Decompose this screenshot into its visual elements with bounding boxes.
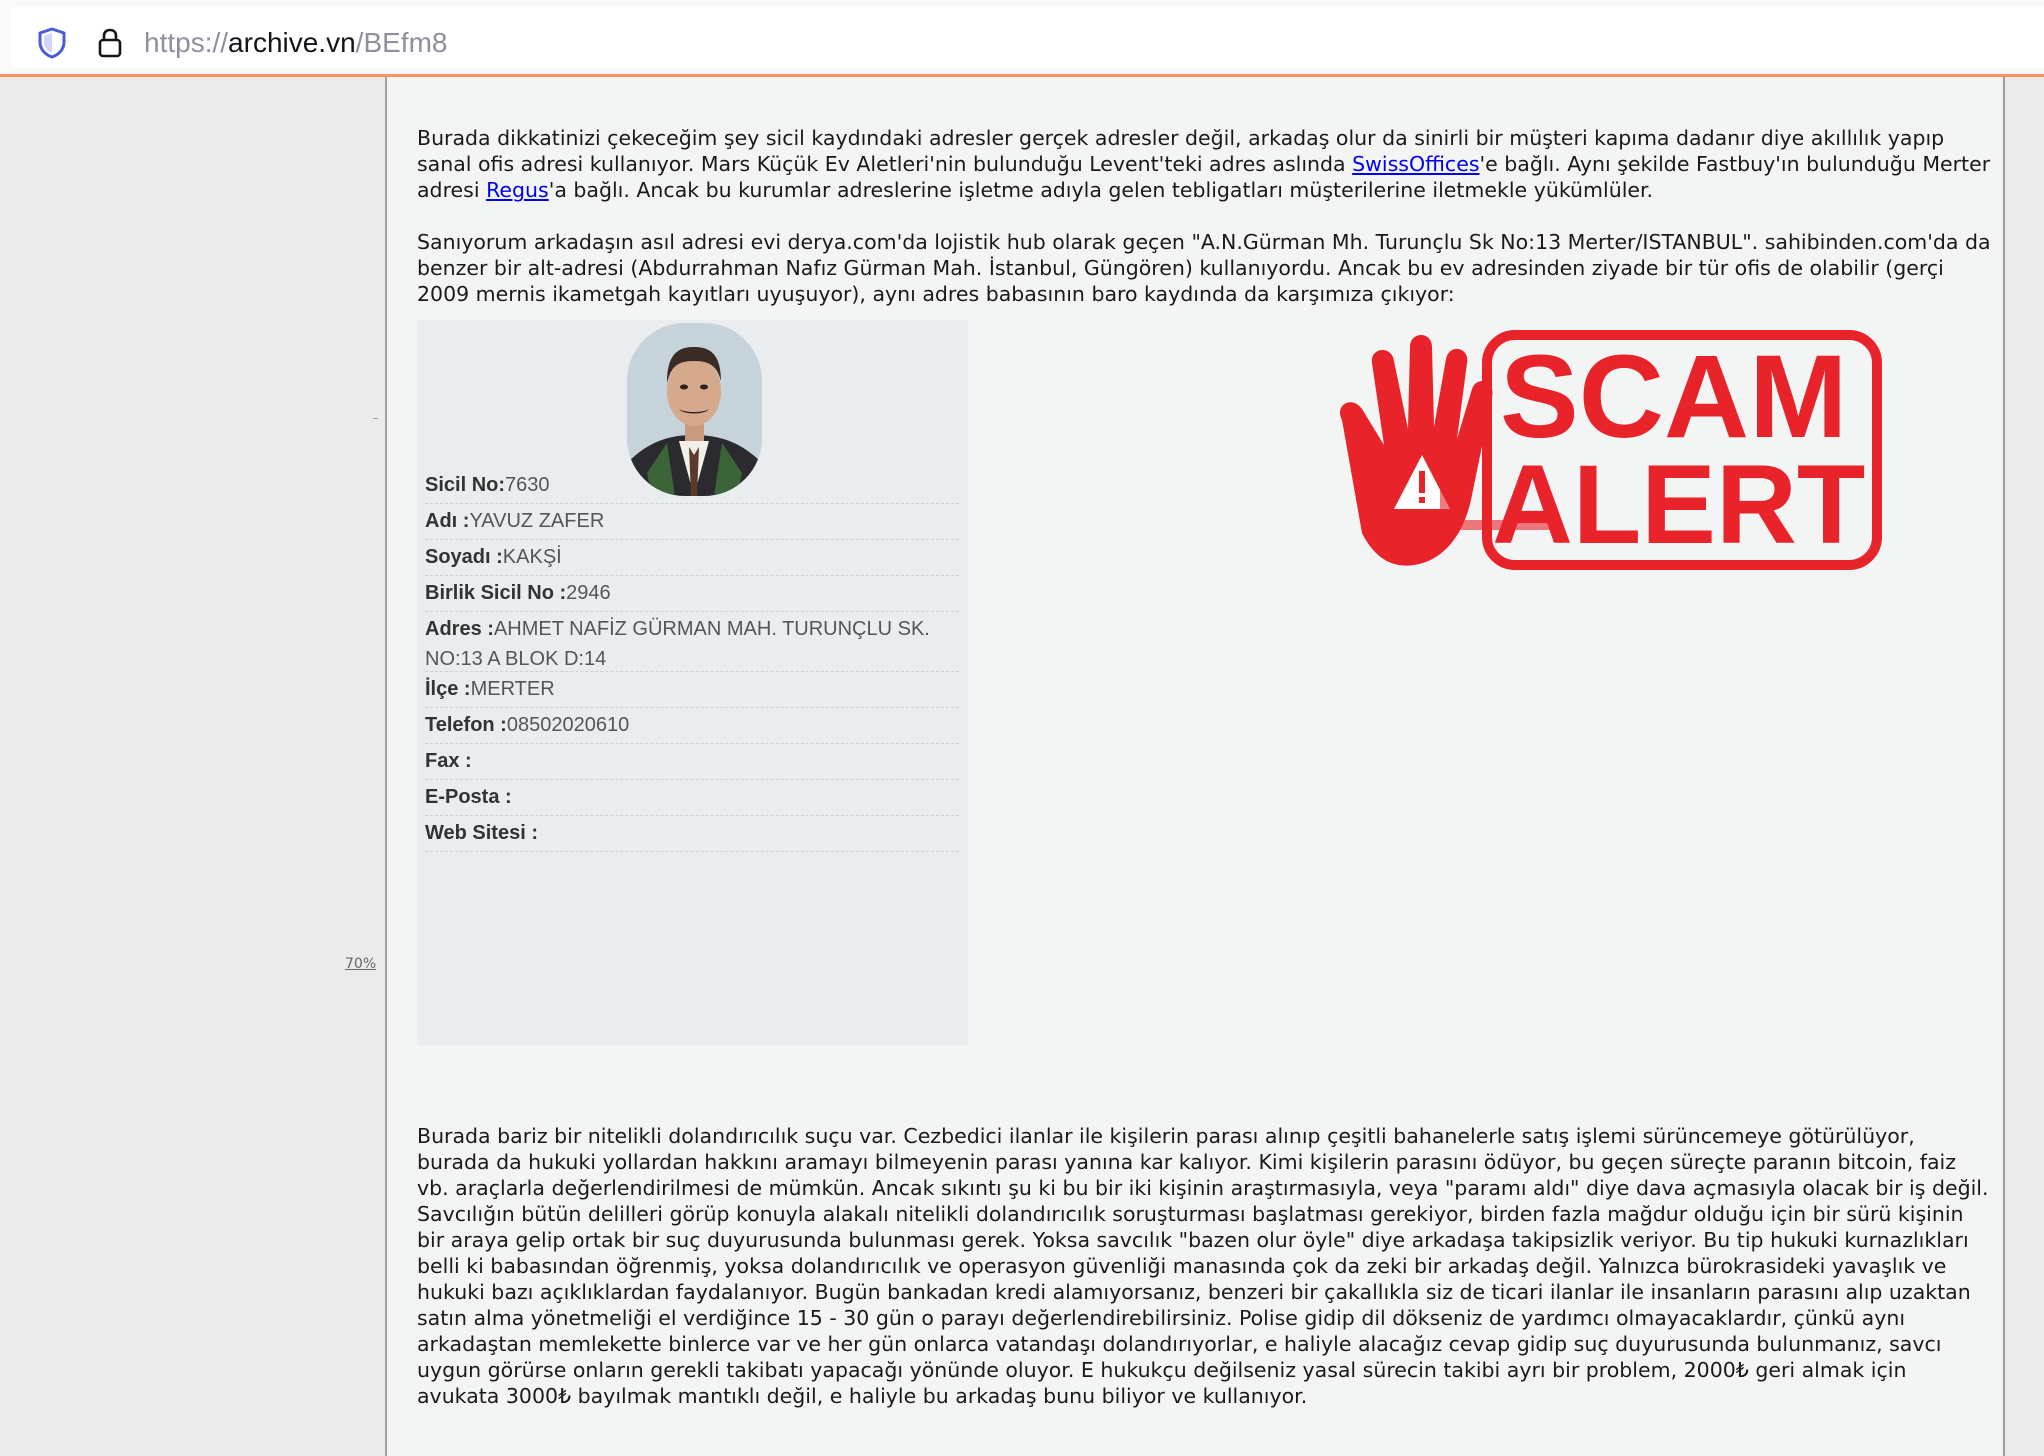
gutter-tick — [373, 418, 378, 419]
record-label: Telefon : — [425, 714, 507, 736]
url-host: archive.vn — [228, 27, 356, 58]
record-label: Birlik Sicil No : — [425, 582, 567, 604]
shield-icon[interactable] — [36, 26, 68, 64]
record-row-ilce — [425, 672, 959, 708]
record-label: İlçe : — [425, 678, 471, 700]
record-value: YAVUZ ZAFER — [469, 510, 605, 532]
record-label: Adres : — [425, 618, 494, 640]
record-row-e-posta — [425, 780, 959, 816]
paragraph-addresses — [417, 125, 1992, 203]
record-value: 08502020610 — [506, 714, 630, 736]
record-row-adi — [425, 504, 959, 540]
scam-alert-line-2: ALERT — [1492, 442, 1866, 567]
paragraph-fraud-analysis: Burada bariz bir nitelikli dolandırıcılık suçu var. Cezbedici ilanlar ile kişilerin parası alınıp çeşitli bahanelerle satış işlemi sürüncemeye götürülüyor, burada da hukuki yollardan hakkını aramayı bilmeyenin parası yanına kar kalıyor. Kimi kişilerin parasını ödüyor, bu geçen süreçte paranın bitcoin, faiz vb. araçlarla değerlendirilmesi de mümkün. Ancak sıkıntı şu ki bu bir iki kişinin araştırmasıyla, veya "paramı aldı" diye dava açmasıyla olacak bir iş değil. Savcılığın bütün delilleri görüp konuyla alakalı nitelikli dolandırıcılık soruşturması başlatması gerekiyor, birden fazla mağdur olduğu için bir sürü kişinin bir araya gelip ortak bir suç duyurusunda bulunması gerek. Yoksa savcılık "bazen olur öyle" diye arkadaşa takipsizlik veriyor. Bu tip hukuki kurnazlıkları belli ki babasından öğrenmiş, yoksa dolandırıcılık ve operasyon güvenliği manasında çok da zeki bir arkadaş değil. Yalnızca bürokrasideki yavaşlık ve hukuki bazı açıklıklardan faydalanıyor. Bugün bankadan kredi alamıyorsanız, benzeri bir çakallıkla siz de ticari ilanlar ile insanların parasını alıp uzaktan satın alma yönetmeliği el verdiğince 15 - 30 gün o parayı değerlendirebilirsiniz. Polise gidip dil dökseniz de yardımcı olmayacaklardır, çünkü aynı arkadaştan memlekette binlerce var ve her gün onlarca vatandaşı dolandırıyorlar, e haliyle alacağız cevap gidip suç duyurusunda bulunmanız, savcı uygun görürse onların gerekli takibatı yapacağı yönünde oluyor. E hukukçu değilseniz yasal sürecin takibi ayrı bir problem, 2000₺ geri almak için avukata 3000₺ bayılmak mantıklı değil, e haliyle bu arkadaş bunu biliyor ve kullanıyor. — [417, 1124, 1989, 1408]
record-row-telefon — [425, 708, 959, 744]
address-field[interactable] — [10, 6, 2044, 68]
record-row-fax — [425, 744, 959, 780]
paragraph-1-part1: Burada dikkatinizi çekeceğim şey sicil kaydındaki adresler gerçek adresler değil, arkadaş olur da sinirli bir müşteri kapıma dadanır diye akıllılık yapıp sanal ofis adresi kullanıyor. Mars Küçük Ev Aletleri'nin bulunduğu Levent'teki adres aslında — [417, 126, 1945, 176]
left-gutter — [0, 77, 385, 1456]
lock-icon[interactable] — [96, 26, 124, 64]
record-label: Soyadı : — [425, 546, 503, 568]
record-value: 7630 — [505, 474, 550, 496]
record-label: Adı : — [425, 510, 470, 532]
record-label: Sicil No: — [425, 474, 506, 496]
paragraph-real-address: Sanıyorum arkadaşın asıl adresi evi derya.com'da lojistik hub olarak geçen "A.N.Gürman Mh. Turunçlu Sk No:13 Merter/ISTANBUL". sahibinden.com'da da benzer bir alt-adresi (Abdurrahman Nafız Gürman Mah. İstanbul, Güngören) kullanıyordu. Ancak bu ev adresinden ziyade bir tür ofis de olabilir (gerçi 2009 mernis ikametgah kayıtları uyuşuyor), aynı adres babasının baro kaydında da karşımıza çıkıyor: — [417, 230, 1991, 306]
record-row-web-sitesi — [425, 816, 959, 852]
url-scheme: https:// — [144, 27, 229, 58]
bar-record-card — [417, 320, 968, 1045]
record-row-adres — [425, 612, 959, 672]
paragraph-1-part3: 'a bağlı. Ancak bu kurumlar adreslerine işletme adıyla gelen tebligatları müşterilerine iletmekle yükümlüler. — [548, 178, 1654, 202]
scam-alert-stamp — [1322, 325, 1882, 655]
record-value: AHMET NAFİZ GÜRMAN MAH. TURUNÇLU SK. NO:13 A BLOK D:14 — [425, 618, 930, 670]
record-value: KAKŞİ — [502, 546, 562, 568]
paragraph-1-part2: 'e bağlı. Aynı şekilde Fastbuy'ın bulunduğu Merter adresi — [417, 152, 1991, 202]
record-row-birlik-sicil-no — [425, 576, 959, 612]
record-label: Fax : — [425, 750, 472, 772]
url-text[interactable] — [144, 26, 447, 60]
url-path: /BEfm8 — [355, 27, 448, 58]
record-label: E-Posta : — [425, 786, 512, 808]
swissoffices-link[interactable]: SwissOffices — [1352, 152, 1480, 176]
record-row-soyadi — [425, 540, 959, 576]
regus-link[interactable]: Regus — [486, 178, 549, 202]
zoom-link[interactable]: 70% — [345, 956, 377, 972]
record-value: 2946 — [566, 582, 611, 604]
record-row-sicil-no — [425, 468, 959, 504]
scam-alert-line-1: SCAM — [1500, 331, 1848, 463]
browser-url-bar — [0, 0, 2044, 75]
archived-page — [385, 77, 2005, 1456]
record-value: MERTER — [470, 678, 555, 700]
hand-warning-icon — [1340, 335, 1493, 566]
record-label: Web Sitesi : — [425, 822, 538, 844]
